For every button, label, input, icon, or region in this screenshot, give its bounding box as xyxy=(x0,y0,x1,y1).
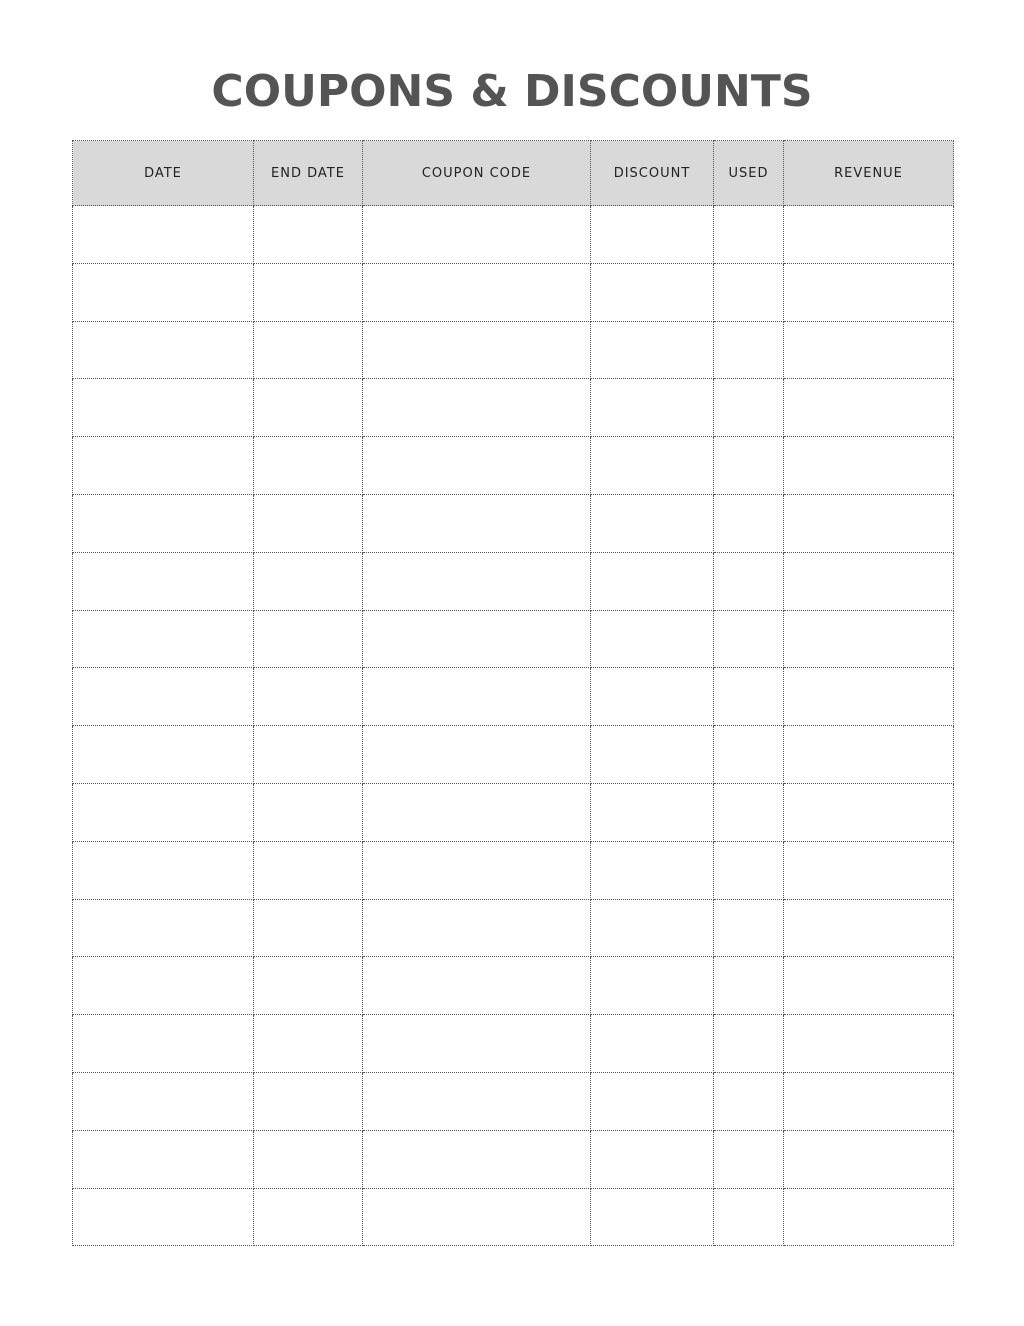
cell-coupon-code xyxy=(363,610,591,668)
table-row xyxy=(73,552,954,610)
cell-coupon-code xyxy=(363,668,591,726)
cell-revenue xyxy=(784,899,954,957)
cell-end-date xyxy=(254,957,363,1015)
column-header-used: USED xyxy=(714,141,784,206)
cell-used xyxy=(714,783,784,841)
cell-used xyxy=(714,1072,784,1130)
cell-revenue xyxy=(784,726,954,784)
cell-revenue xyxy=(784,552,954,610)
cell-end-date xyxy=(254,321,363,379)
cell-end-date xyxy=(254,1072,363,1130)
cell-revenue xyxy=(784,841,954,899)
cell-date xyxy=(73,783,254,841)
table-row xyxy=(73,668,954,726)
table-row xyxy=(73,726,954,784)
cell-revenue xyxy=(784,957,954,1015)
cell-used xyxy=(714,957,784,1015)
cell-end-date xyxy=(254,783,363,841)
cell-date xyxy=(73,379,254,437)
cell-discount xyxy=(591,552,714,610)
column-header-end-date: END DATE xyxy=(254,141,363,206)
table-row xyxy=(73,263,954,321)
cell-used xyxy=(714,321,784,379)
cell-coupon-code xyxy=(363,1015,591,1073)
cell-end-date xyxy=(254,263,363,321)
table-row xyxy=(73,321,954,379)
coupon-table xyxy=(72,140,954,1246)
cell-used xyxy=(714,494,784,552)
table-row xyxy=(73,957,954,1015)
table-body xyxy=(73,206,954,1246)
cell-used xyxy=(714,552,784,610)
cell-date xyxy=(73,726,254,784)
cell-revenue xyxy=(784,494,954,552)
cell-discount xyxy=(591,1188,714,1246)
cell-end-date xyxy=(254,494,363,552)
column-header-coupon-code: COUPON CODE xyxy=(363,141,591,206)
cell-date xyxy=(73,1072,254,1130)
cell-date xyxy=(73,206,254,264)
cell-discount xyxy=(591,783,714,841)
table-row xyxy=(73,1072,954,1130)
cell-discount xyxy=(591,379,714,437)
cell-date xyxy=(73,552,254,610)
cell-discount xyxy=(591,1072,714,1130)
cell-revenue xyxy=(784,206,954,264)
cell-discount xyxy=(591,668,714,726)
cell-discount xyxy=(591,1015,714,1073)
cell-coupon-code xyxy=(363,1130,591,1188)
cell-date xyxy=(73,841,254,899)
cell-end-date xyxy=(254,899,363,957)
cell-used xyxy=(714,1130,784,1188)
cell-coupon-code xyxy=(363,321,591,379)
cell-discount xyxy=(591,206,714,264)
table-row xyxy=(73,841,954,899)
table-header xyxy=(73,141,954,206)
cell-revenue xyxy=(784,321,954,379)
cell-coupon-code xyxy=(363,494,591,552)
cell-end-date xyxy=(254,379,363,437)
cell-used xyxy=(714,668,784,726)
table-row xyxy=(73,1015,954,1073)
cell-coupon-code xyxy=(363,263,591,321)
cell-end-date xyxy=(254,726,363,784)
table-row xyxy=(73,494,954,552)
cell-used xyxy=(714,1015,784,1073)
cell-revenue xyxy=(784,379,954,437)
cell-end-date xyxy=(254,552,363,610)
cell-end-date xyxy=(254,1015,363,1073)
cell-discount xyxy=(591,321,714,379)
cell-revenue xyxy=(784,668,954,726)
cell-discount xyxy=(591,1130,714,1188)
cell-revenue xyxy=(784,1188,954,1246)
cell-used xyxy=(714,1188,784,1246)
cell-revenue xyxy=(784,610,954,668)
cell-end-date xyxy=(254,206,363,264)
cell-date xyxy=(73,494,254,552)
cell-discount xyxy=(591,841,714,899)
cell-coupon-code xyxy=(363,841,591,899)
table-row xyxy=(73,899,954,957)
cell-end-date xyxy=(254,437,363,495)
cell-revenue xyxy=(784,1072,954,1130)
cell-date xyxy=(73,610,254,668)
table-row xyxy=(73,379,954,437)
column-header-revenue: REVENUE xyxy=(784,141,954,206)
cell-discount xyxy=(591,957,714,1015)
cell-end-date xyxy=(254,610,363,668)
cell-discount xyxy=(591,437,714,495)
cell-used xyxy=(714,899,784,957)
cell-coupon-code xyxy=(363,783,591,841)
cell-discount xyxy=(591,494,714,552)
cell-coupon-code xyxy=(363,206,591,264)
cell-coupon-code xyxy=(363,899,591,957)
table-row xyxy=(73,610,954,668)
cell-coupon-code xyxy=(363,552,591,610)
cell-coupon-code xyxy=(363,1072,591,1130)
table-row xyxy=(73,1188,954,1246)
cell-date xyxy=(73,957,254,1015)
cell-revenue xyxy=(784,1015,954,1073)
cell-date xyxy=(73,1130,254,1188)
cell-used xyxy=(714,841,784,899)
cell-discount xyxy=(591,263,714,321)
cell-date xyxy=(73,1188,254,1246)
cell-date xyxy=(73,263,254,321)
cell-coupon-code xyxy=(363,379,591,437)
cell-discount xyxy=(591,726,714,784)
table-row xyxy=(73,206,954,264)
cell-coupon-code xyxy=(363,437,591,495)
table-row xyxy=(73,783,954,841)
cell-end-date xyxy=(254,668,363,726)
cell-revenue xyxy=(784,263,954,321)
cell-revenue xyxy=(784,783,954,841)
table-row xyxy=(73,437,954,495)
cell-date xyxy=(73,668,254,726)
page-title: COUPONS & DISCOUNTS xyxy=(211,66,813,117)
column-header-date: DATE xyxy=(73,141,254,206)
cell-end-date xyxy=(254,1188,363,1246)
cell-used xyxy=(714,437,784,495)
cell-discount xyxy=(591,899,714,957)
cell-coupon-code xyxy=(363,957,591,1015)
cell-used xyxy=(714,379,784,437)
cell-used xyxy=(714,206,784,264)
cell-date xyxy=(73,437,254,495)
header-row xyxy=(73,141,954,206)
cell-revenue xyxy=(784,437,954,495)
column-header-discount: DISCOUNT xyxy=(591,141,714,206)
cell-discount xyxy=(591,610,714,668)
cell-used xyxy=(714,610,784,668)
cell-date xyxy=(73,899,254,957)
cell-used xyxy=(714,726,784,784)
cell-used xyxy=(714,263,784,321)
cell-coupon-code xyxy=(363,1188,591,1246)
cell-coupon-code xyxy=(363,726,591,784)
cell-date xyxy=(73,1015,254,1073)
table-row xyxy=(73,1130,954,1188)
cell-date xyxy=(73,321,254,379)
cell-end-date xyxy=(254,841,363,899)
cell-revenue xyxy=(784,1130,954,1188)
cell-end-date xyxy=(254,1130,363,1188)
